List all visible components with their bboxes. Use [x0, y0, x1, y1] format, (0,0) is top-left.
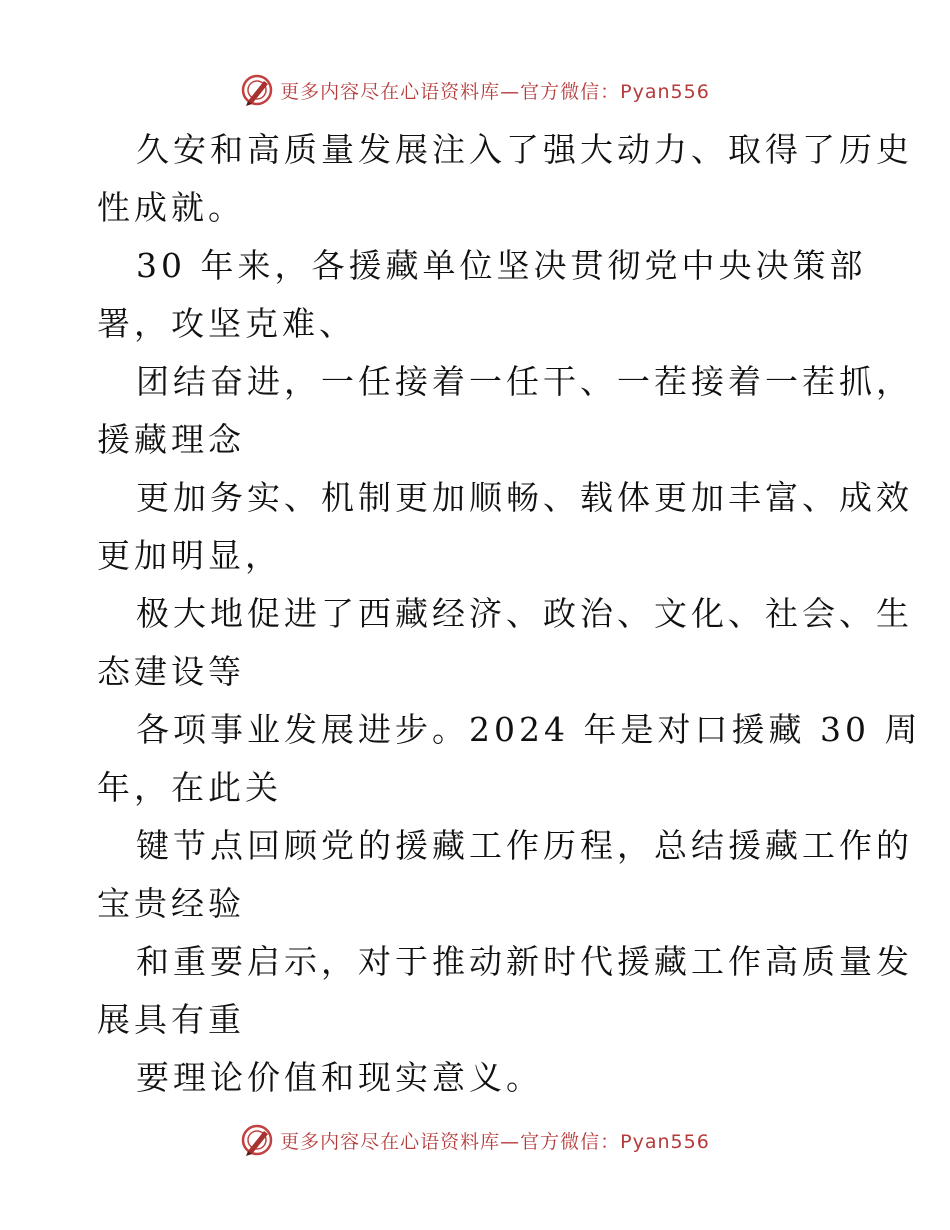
text-line: 展具有重 [97, 1000, 245, 1039]
text-line: 团结奋进，一任接着一任干、一茬接着一茬抓， [136, 362, 913, 401]
pen-logo-icon [240, 1123, 274, 1157]
text-line: 年，在此关 [97, 768, 282, 807]
footer-watermark [0, 1120, 950, 1160]
text-line: 极大地促进了西藏经济、政治、文化、社会、生 [136, 594, 913, 633]
text-line: 久安和高质量发展注入了强大动力、取得了历史 [136, 130, 913, 169]
text-line: 性成就。 [97, 188, 245, 227]
watermark-text: 更多内容尽在心语资料库—官方微信：Pyan556 [280, 80, 710, 103]
text-line: 要理论价值和现实意义。 [136, 1058, 543, 1097]
text-line: 援藏理念 [97, 420, 245, 459]
document-body [97, 121, 922, 1107]
text-line: 宝贵经验 [97, 884, 245, 923]
pen-logo-icon [240, 73, 274, 107]
text-line: 键节点回顾党的援藏工作历程，总结援藏工作的 [136, 826, 913, 865]
text-line: 态建设等 [97, 652, 245, 691]
text-line: 和重要启示，对于推动新时代援藏工作高质量发 [136, 942, 913, 981]
header-watermark [0, 70, 950, 110]
text-line: 署，攻坚克难、 [97, 304, 356, 343]
text-line: 各项事业发展进步。2024 年是对口援藏 30 周 [136, 710, 922, 749]
text-line: 30 年来，各援藏单位坚决贯彻党中央决策部 [136, 246, 867, 285]
text-line: 更加明显， [97, 536, 282, 575]
watermark-text: 更多内容尽在心语资料库—官方微信：Pyan556 [280, 1130, 710, 1153]
text-line: 更加务实、机制更加顺畅、载体更加丰富、成效 [136, 478, 913, 517]
